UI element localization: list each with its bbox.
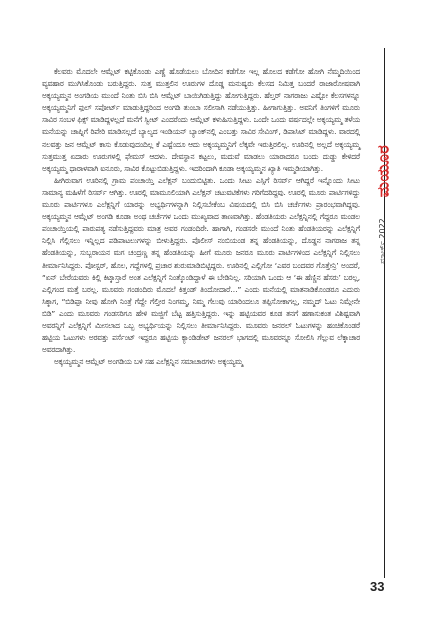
article-body: [42, 66, 360, 368]
masthead-title: ಮಯೂರ: [373, 144, 392, 198]
page-number: 33: [370, 579, 385, 594]
article-paragraph-3: ಅಕ್ಕಯ್ಯಮ್ಮನ ಆಮ್ಲೆಟ್ ಅಂಗಡಿಯ ಬಳಿ ಸಹ ಎಲೆಕ್ಷನ್ನಿನ ಸಮಾಚಾರಗಳು ಅಕ್ಕಯ್ಯಮ್ಮ: [54, 357, 243, 367]
issue-date-text: ಮಾರ್ಚ್ 2022: [378, 218, 388, 264]
article-paragraph-2: ಹೀಗಿರುವಾಗ ಊರಿನಲ್ಲಿ ಗ್ರಾಮ ಪಂಚಾಯ್ತಿ ಎಲೆಕ್ಷನ್ ಬಂದುಬಿಟ್ಟಿತು. ಒಂದು ಸೀಟು ಎಸ್ಸಿಗೆ ರಿಸರ್ವ್ ಆಗಿದ್ದರೆ ಇನ್ನೊಂದು ಸೀಟು ಸಾಮಾನ್ಯ ಮಹಿಳೆಗೆ ರಿಸರ್ವ್ ಆಗಿತ್ತು. ಊರಲ್ಲಿ ಮಾಮೂಲಿಯಾಗಿ ಎಲೆಕ್ಷನ್ ಚಟುವಟಿಕೆಗಳು ಗರಿಗೆದರಿದ್ದವು. ಊರಲ್ಲಿ ಮೂರು ಪಾರ್ಟಿಗಳಿದ್ದು ಮೂರು ಪಾರ್ಟಿಗಳೂ ಎಲೆಕ್ಷನ್ನಿಗೆ ಯಾರನ್ನು ಅಭ್ಯರ್ಥಿಗಳನ್ನಾಗಿ ನಿಲ್ಲಿಸಬೇಕೆಂಬ ವಿಷಯದಲ್ಲಿ ಬಿಸಿ ಬಿಸಿ ಚರ್ಚೆಗಳು ಪ್ರಾರಂಭವಾಗಿದ್ದವು. ಅಕ್ಕಯ್ಯಮ್ಮನ ಆಮ್ಲೆಟ್ ಅಂಗಡಿ ಕೂಡಾ ಅಂಥ ಚರ್ಚೆಗಳ ಒಂದು ಮುಖ್ಯವಾದ ತಾಣವಾಗಿತ್ತು. ಹೆಂಡತಿಯರು ಎಲೆಕ್ಷನ್ನಿನಲ್ಲಿ ಗೆದ್ದರೂ ಮಂಡಲ ಪಂಚಾಯ್ತಿಯಲ್ಲಿ ಪಾರುಪತ್ಯ ನಡೆಸುತ್ತಿದ್ದವರು ಮಾತ್ರ ಅವರ ಗಂಡಂದಿರೇ. ಹಾಗಾಗಿ, ಗಂಡಸರೇ ಮುಂದೆ ನಿಂತು ಹೆಂಡತಿಯರನ್ನು ಎಲೆಕ್ಷನ್ನಿಗೆ ನಿಲ್ಲಿಸಿ ಗೆಲ್ಲಿಸಲು ಇನ್ನಿಲ್ಲದ ಪಡಿಪಾಟಲುಗಳನ್ನು ಬೀಳುತ್ತಿದ್ದರು. ಪೊಲೀಸ್ ನಂಬಿಯಂಡ ತನ್ನ ಹೆಂಡತಿಯನ್ನು, ದೊಡ್ಡನ ನಾಗರಾಜ ತನ್ನ ಹೆಂಡತಿಯನ್ನು, ಸುಬ್ಬರಾಯನ ಮಗ ಚಂದ್ರಣ್ಣ ತನ್ನ ಹೆಂಡತಿಯನ್ನು ಹೀಗೆ ಮೂರು ಜನರೂ ಮೂರು ಪಾರ್ಟಿಗಳಿಂದ ಎಲೆಕ್ಷನ್ನಿಗೆ ನಿಲ್ಲಿಸಲು ತೀರ್ಮಾನಿಸಿದ್ದರು. ಪೋಸ್ಟರ್, ಹೊಲ, ಗದ್ದೆಗಳಲ್ಲಿ ಪ್ರಚಾರ ಶುರುಮಾಡಿಬಿಟ್ಟಿದ್ದರು. ಊರಿನಲ್ಲಿ ಎಲ್ಲಿಗೋ ‘ಎವರ ಬಂದವರ ಗೊತ್ತೇನ್ರಿ’ ಅಂದರೆ, “ಏನ್ ಬೇರೆಯವರು ಕಿಲ್ಲಿ ಕಿಟ್ಕಾಸ್ತಾರೆ ಅಂತ ಎಲೆಕ್ಷನ್ನಿಗೆ ನಿಂತ್ಕೊಂಡಿದ್ದಾಳೆ ಈ ಬೇಡಿನಿಲ್ಲ. ಸರಿಯಾಗಿ ಒಂದು ಆ ‘ಈ ಹೆಣ್ಣಿನ ಹೆಸರು’ ಬರಲ್ಲ, ಎಲ್ಲಿಗಂದ ಮತ್ತೆ ಬರಲ್ಲ. ಮೂವರು ಗಂಡಂದಿರು ಮೊದಲೆ ಕಿತ್ತಂಡ್ ತಿಂದೋದಾರೆ…” ಎಂದು ಮನೆಯಲ್ಲಿ ಮಾತನಾಡಿಕೊಂಡರೂ ಎದುರು ಸಿಕ್ಕಾಗ, “ಬಿಡಿಪ್ಪಾ ನೀವು ಹೋಗಿ ನಿಂತ್ರೆ ಗೆದ್ದೇ ಗೆಲ್ತೀರ ನಿಂಗಮ್ಮ, ನಿಮ್ಮ ಗೆಲುವು ಯಾರಿಂದಲೂ ತಪ್ಪಿಸೋಕಾಗಲ್ಲ, ನಮ್ಮದ್ ಓಟು ನಿಮ್ಗೇನೇ ಬಿಡಿ” ಎಂದು ಮೂವರು ಗಂಡಸರಿಗೂ ಹೇಳಿ ಮಜ್ಜಿಗೆ ಬೆಟ್ಟ ಹತ್ತಿಸುತ್ತಿದ್ದರು. ಇನ್ನು ಹಟ್ಟಿಯವರ ಕೂಡ ತನಗೆ ಹಣಾಸುಕಂತ ವಿಶಿಷ್ಟವಾಗಿ ಅವರನ್ನಿಗೆ ಎಲೆಕ್ಷನ್ನಿಗೆ ಮೀಸಲಾದ ಒಬ್ಬ ಅಭ್ಯರ್ಥಿಯನ್ನು ನಿಲ್ಲಿಸಲು ತೀರ್ಮಾನಿಸಿದ್ದರು. ಮೂವರು ಜನರಲ್ ಓಟುಗಳನ್ನು ಹಂಚಿಕೊಂಡರೆ ಹಟ್ಟಿಯ ಓಟುಗಳು ಅರವತ್ತು ಪರ್ಸೆಂಟ್ ಇದ್ದರೂ ಹಟ್ಟಿಯ ಕ್ಯಾಂಡಿಡೇಟ್ ಜನರಲ್ ಭಾಗದಲ್ಲಿ ಮೂವರನ್ನೂ ಸೋಲಿಸಿ ಗೆಲ್ಲುವ ಲೆಕ್ಕಾಚಾರ ಅವರದಾಗಿತ್ತು.: [42, 175, 360, 355]
issue-date: [370, 216, 396, 266]
article-paragraph-1: ಕೆಲವರು ಮೊದಲೇ ಆಮ್ಲೆಟ್ ಕಟ್ಟಿಕೊಂಡು ಎಣ್ಣೆ ಹೊಡೆಯಲು ಬೋದಿನ ಕಡೆಗೋ ಇಲ್ಲ ಹೊಲದ ಕಡೆಗೋ ಹೋಗಿ ನೆಮ್ಮದಿಯಿಂದ ವ್ಯವಹಾರ ಮುಗಿಸಿಕೊಂಡು ಬರುತ್ತಿದ್ದರು. ಸುತ್ತ ಮುತ್ತಲಿನ ಊರುಗಳ ದೊಡ್ಡ ಮನುಷ್ಯರು ಕೆಲಸದ ನಿಮಿತ್ತ ಬಂದರೆ ರಾಜಾರೋಷವಾಗಿ ಅಕ್ಕಯ್ಯಮ್ಮನ ಅಂಗಡಿಯ ಮುಂದೆ ನಿಂತು ಬಿಸಿ ಬಿಸಿ ಆಮ್ಲೆಟ್ ಬಾಯಿಗಿಡುತ್ತಿದ್ದು ಹೋಗುತ್ತಿದ್ದರು. ಹೆಲ್ತರ್ ನಾಗರಾಜು ಎಷ್ಟೋ ಕೆಲಸಗಳನ್ನೂ ಅಕ್ಕಯ್ಯಮ್ಮನಿಗೆ ಫುಲ್ ಸಪೋರ್ಟ್ ಮಾಡುತ್ತಿದ್ದರಿಂದ ಅಂಗಡಿ ತುಂಬಾ ಸಲೀಸಾಗಿ ನಡೆಯುತ್ತಿತ್ತು. ಹೀಗಾಗುತ್ತಿತ್ತು. ಅವನಿಗೆ ತಿಂಗಳಿಗೆ ಮೂರು ಸಾವಿರ ಸಂಬಳ ಫಿಕ್ಸ್ ಮಾಡಿದ್ದಳಲ್ಲದೆ ಮನೆಗೆ ಸ್ವೀಟ್ ಎಂದರೆಂದು ಆಮ್ಲೆಟ್ ಕಳುಹಿಸುತ್ತಿದ್ದಳು. ಒಂದೇ ಒಂದು ವರ್ಷದಲ್ಲೇ ಅಕ್ಕಯ್ಯಮ್ಮ ತಳೆಯ ಮನೆಯನ್ನು ಚಾಪ್ನಿಗೆ ರಿಪೇರಿ ಮಾಡಿಸಲ್ಲದೆ ಬ್ಯಾಲ್ಯದ ಇಂಡಿಯನ್ ಬ್ಯಾಂಕ್‌ನಲ್ಲಿ ಎಂಬತ್ತು ಸಾವಿರ ಸೇವಿಂಗ್, ಡಿಪಾಸಿಟ್ ಮಾಡಿದ್ದಳು. ವಾರದಲ್ಲಿ ನಲವತ್ತು ಜನ ಆಮ್ಲೆಟ್ ಕಾಸು ಕೊಡುವುದಂದಿಲ್ಲ ಕೆ ಎಷ್ಟೆಂದೂ ಆದು ಅಕ್ಕಯ್ಯಮ್ಮನಿಗೆ ಲೆಕ್ಕವೇ ಇರುತ್ತಿರಲಿಲ್ಲ. ಊರಿನಲ್ಲಿ ಅಲ್ಲದೆ ಅಕ್ಕಯ್ಯಮ್ಮ ಸುತ್ತಮುತ್ತ ಏದಾರು ಊರುಗಳಲ್ಲಿ ಫೇಮಸ್ ಆದಳು. ದೇವಸ್ಥಾನ ಕಟ್ಟಲು, ಮದುವೆ ಮಾಡಲು ಯಾರಾದರೂ ಬಂದು ದುಡ್ಡು ಕೇಳಿದರೆ ಅಕ್ಕಯ್ಯಮ್ಮ ಧಾರಾಳವಾಗಿ ಐನೂರು, ಸಾವಿರ ಕೊಟ್ಟುಬಿಡುತ್ತಿದ್ದಳು. ಇದರಿಂದಾಗಿ ಕೂಡಾ ಅಕ್ಕಯ್ಯಮ್ಮನ ಖ್ಯಾತಿ ಇಮ್ಮಡಿಯಾಗಿತ್ತು.: [42, 67, 360, 173]
masthead: [370, 140, 396, 202]
sidebar-rule: [384, 48, 385, 578]
page-sidebar: [368, 48, 396, 628]
